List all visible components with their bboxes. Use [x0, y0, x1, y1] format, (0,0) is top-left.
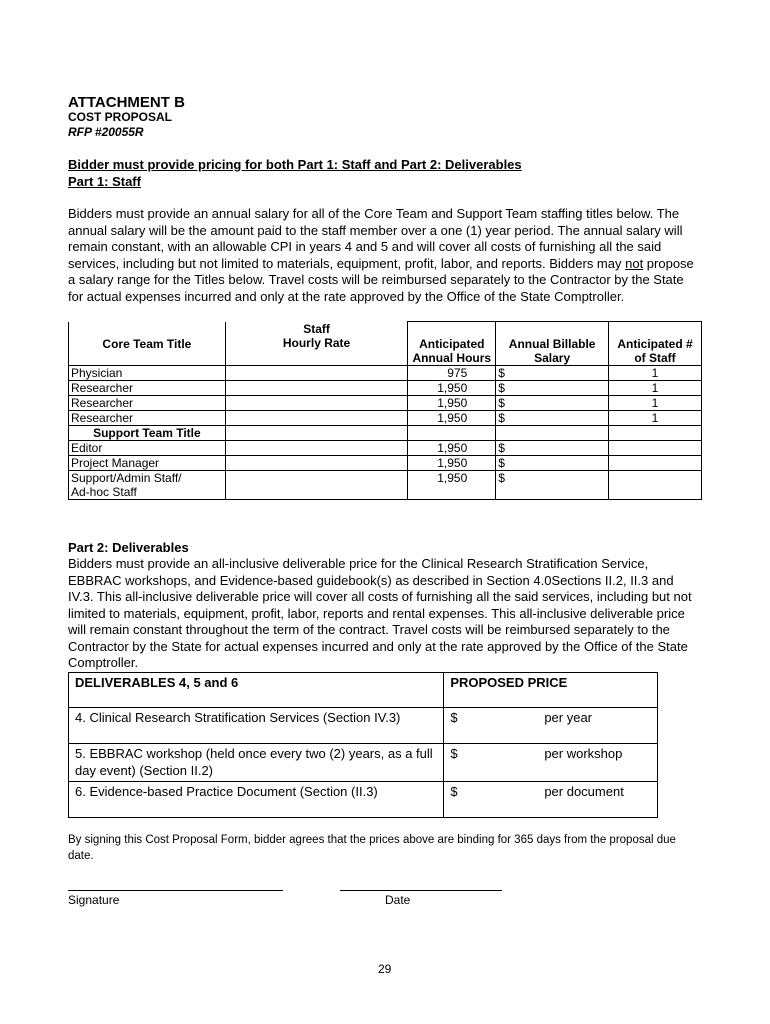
cost-proposal-subtitle: COST PROPOSAL [68, 110, 173, 124]
salary-input[interactable]: $ [496, 366, 609, 381]
salary-input[interactable]: $ [496, 396, 609, 411]
hourly-rate-input[interactable] [225, 396, 408, 411]
annual-salary-header: Annual Billable Salary [496, 322, 609, 366]
signature-line[interactable] [68, 880, 283, 891]
hourly-rate-input[interactable] [225, 411, 408, 426]
not-emphasis: not [625, 255, 644, 271]
annual-hours-header: Anticipated Annual Hours [408, 322, 496, 366]
hourly-rate-input[interactable] [225, 471, 408, 500]
signature-label: Signature [68, 893, 120, 907]
hourly-rate-input[interactable] [225, 441, 408, 456]
salary-input[interactable]: $ [496, 381, 609, 396]
proposed-price-header: PROPOSED PRICE [444, 673, 658, 708]
part1-heading: Part 1: Staff [68, 174, 141, 189]
table-row: 4. Clinical Research Stratification Services (Section IV.3) $ per year [69, 708, 658, 744]
price-input[interactable]: $ per year [444, 708, 658, 744]
staff-count-header: Anticipated # of Staff [609, 322, 702, 366]
deliverables-header: DELIVERABLES 4, 5 and 6 [69, 673, 444, 708]
table-row: 6. Evidence-based Practice Document (Section (II.3) $ per document [69, 782, 658, 818]
table-row: 5. EBBRAC workshop (held once every two (2) years, as a full day event) (Section II.2) $ per workshop [69, 744, 658, 782]
table-row: Physician 975 $ 1 [69, 366, 702, 381]
part1-paragraph: Bidders must provide an annual salary for all of the Core Team and Support Team staffing titles below. The annual salary will be the amount paid to the staff member over a one (1) year period. The annual salary will remain constant, with an allowable CPI in years 4 and 5 and will cover all costs of furnishing all the said services, including but not limited to materials, equipment, profit, labor, and reports. Bidders may not propose a salary range for the Titles below. Travel costs will be reimbursed separately to the Contractor by the State for actual expenses incurred and only at the rate approved by the Office of the State Comptroller. [68, 206, 694, 304]
table-row: Project Manager 1,950 $ [69, 456, 702, 471]
staff-pricing-table [68, 321, 702, 500]
price-input[interactable]: $ per document [444, 782, 658, 818]
page-number: 29 [378, 962, 392, 976]
deliverables-table [68, 672, 658, 818]
salary-input[interactable]: $ [496, 471, 609, 500]
table-row: Researcher 1,950 $ 1 [69, 396, 702, 411]
pricing-instruction-heading: Bidder must provide pricing for both Part 1: Staff and Part 2: Deliverables [68, 157, 522, 172]
hourly-rate-header: Staff Hourly Rate [225, 322, 408, 366]
hourly-rate-input[interactable] [225, 366, 408, 381]
hourly-rate-input[interactable] [225, 456, 408, 471]
date-label: Date [385, 893, 411, 907]
salary-input[interactable]: $ [496, 441, 609, 456]
table-row: Support/Admin Staff/ Ad-hoc Staff 1,950 $ [69, 471, 702, 500]
core-team-title-header: Core Team Title [69, 322, 226, 366]
salary-input[interactable]: $ [496, 411, 609, 426]
table-header-row [69, 322, 702, 366]
date-line[interactable] [340, 880, 502, 891]
support-team-title-header: Support Team Title [69, 426, 226, 441]
part2-paragraph: Bidders must provide an all-inclusive deliverable price for the Clinical Research Stratification Service, EBBRAC workshops, and Evidence-based guidebook(s) as described in Section 4.0Sections II.2, II.3 and IV.3. This all-inclusive deliverable price will cover all costs of furnishing all the said services, including but not limited to materials, equipment, profit, labor, reports and rental expenses. This all-inclusive deliverable price will remain constant throughout the term of the contract. Travel costs will be reimbursed separately to the Contractor by the State for actual expenses incurred and only at the rate approved by the Office of the State Comptroller. [68, 556, 692, 670]
table-header-row [69, 673, 658, 708]
table-row: Researcher 1,950 $ 1 [69, 411, 702, 426]
table-row: Editor 1,950 $ [69, 441, 702, 456]
part2-heading: Part 2: Deliverables [68, 540, 189, 555]
agreement-statement: By signing this Cost Proposal Form, bidder agrees that the prices above are binding for 365 days from the proposal due date. [68, 834, 676, 862]
rfp-number: RFP #20055R [68, 125, 144, 139]
attachment-title: ATTACHMENT B [68, 94, 185, 111]
table-row: Researcher 1,950 $ 1 [69, 381, 702, 396]
support-team-header-row [69, 426, 702, 441]
salary-input[interactable]: $ [496, 456, 609, 471]
hourly-rate-input[interactable] [225, 381, 408, 396]
price-input[interactable]: $ per workshop [444, 744, 658, 782]
